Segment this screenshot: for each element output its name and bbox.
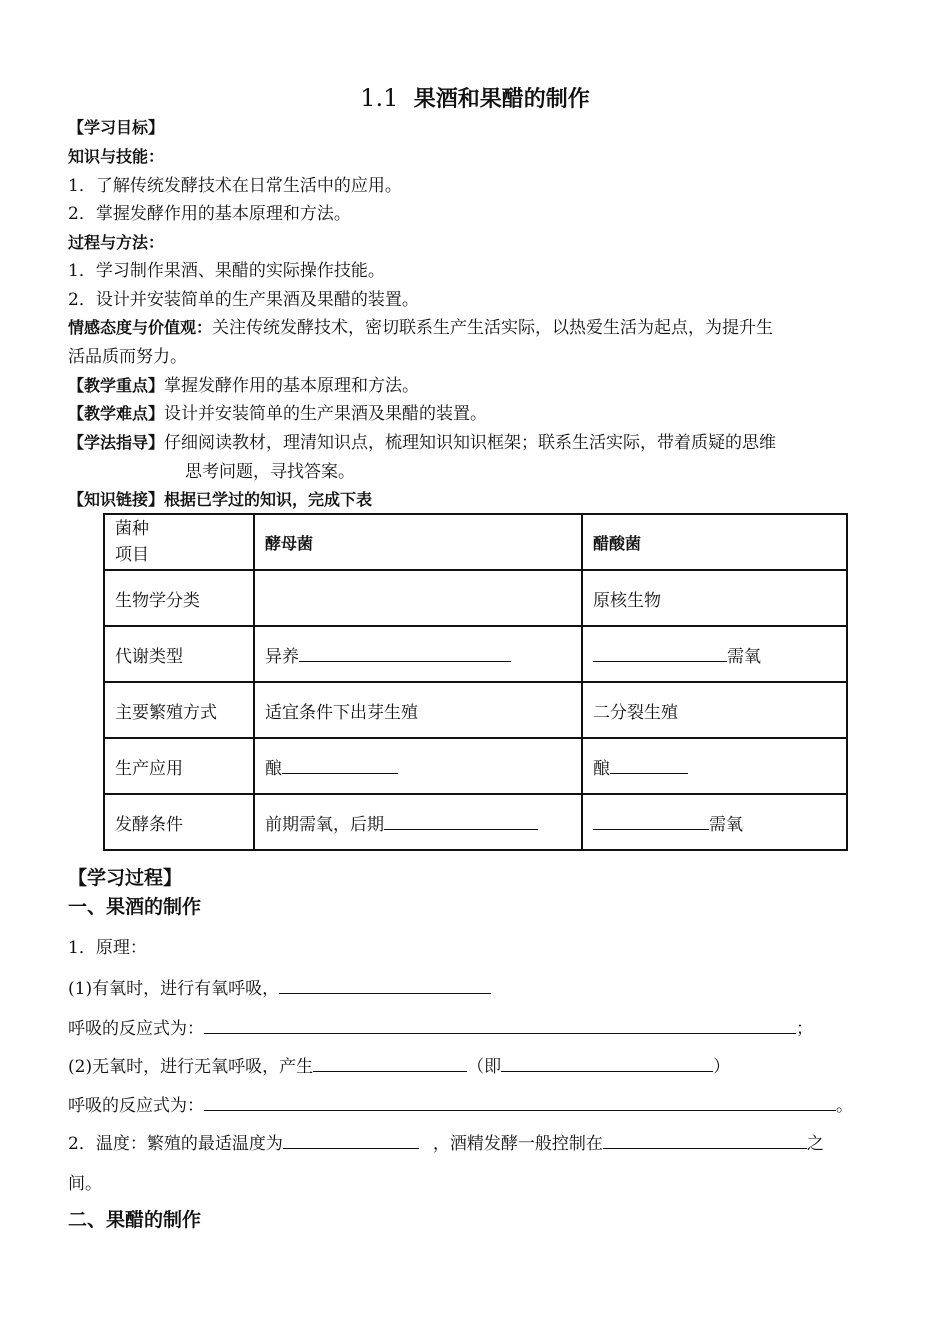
difficulty-label: 【教学难点】 — [68, 404, 165, 423]
cell-prefix: 酿 — [265, 758, 282, 779]
fill-blank[interactable] — [384, 812, 538, 830]
section1-heading: 一、果酒的制作 — [68, 896, 202, 918]
cell-fill — [582, 738, 847, 794]
principle-line: 1．原理： — [68, 938, 147, 958]
fill-blank[interactable] — [313, 1054, 467, 1072]
table-row — [104, 626, 847, 682]
temperature-line — [68, 1131, 824, 1154]
cell-value: 适宜条件下出芽生殖 — [254, 682, 582, 738]
cell-fill — [254, 738, 582, 794]
key-point-line — [68, 376, 419, 396]
fill-blank[interactable] — [610, 756, 688, 774]
key-point-label: 【教学重点】 — [68, 376, 165, 395]
key-point-text: 掌握发酵作用的基本原理和方法。 — [164, 376, 420, 396]
cell-value: 原核生物 — [582, 570, 847, 626]
ji-close: ） — [713, 1057, 731, 1077]
link-label: 【知识链接】 — [68, 490, 165, 509]
cell-prefix: 前期需氧，后期 — [265, 814, 384, 835]
temp-text: 2．温度：繁殖的最适温度为 — [68, 1134, 283, 1154]
fill-blank[interactable] — [204, 1016, 796, 1034]
fill-blank[interactable] — [593, 812, 709, 830]
table-corner-cell — [104, 514, 254, 570]
process-item: 1．学习制作果酒、果醋的实际操作技能。 — [68, 261, 385, 281]
equation-end: ； — [796, 1019, 813, 1039]
process-method-heading: 过程与方法： — [68, 233, 165, 252]
attitude-text-cont: 活品质而努力。 — [68, 347, 187, 367]
row-label: 生物学分类 — [104, 570, 254, 626]
equation-line-1 — [68, 1016, 813, 1039]
table-header-row — [104, 514, 847, 570]
fill-blank[interactable] — [283, 1131, 419, 1149]
knowledge-item: 2．掌握发酵作用的基本原理和方法。 — [68, 204, 351, 224]
cell-fill — [582, 626, 847, 682]
cell-fill — [582, 794, 847, 850]
table-row — [104, 570, 847, 626]
fill-blank[interactable] — [279, 976, 491, 994]
fill-blank[interactable] — [603, 1131, 807, 1149]
corner-top: 菌种 — [115, 519, 149, 539]
cell-suffix: 需氧 — [727, 646, 761, 667]
row-label: 生产应用 — [104, 738, 254, 794]
section2-heading: 二、果醋的制作 — [68, 1209, 202, 1231]
attitude-label: 情感态度与价值观： — [68, 318, 213, 337]
header-yeast: 酵母菌 — [254, 514, 582, 570]
table-row — [104, 738, 847, 794]
equation-label: 呼吸的反应式为： — [68, 1096, 204, 1116]
aerobic-text: (1)有氧时，进行有氧呼吸， — [68, 979, 280, 999]
learning-process-heading: 【学习过程】 — [68, 867, 183, 889]
cell-fill — [254, 626, 582, 682]
temp-text: 之 — [806, 1134, 824, 1154]
method-text: 仔细阅读教材，理清知识点，梳理知识知识框架；联系生活实际，带着质疑的思维 — [164, 433, 777, 453]
cell-blank[interactable] — [254, 570, 582, 626]
objectives-heading: 【学习目标】 — [68, 118, 165, 137]
cell-prefix: 异养 — [265, 646, 299, 667]
cell-suffix: 需氧 — [709, 814, 743, 835]
difficulty-text: 设计并安装简单的生产果酒及果醋的装置。 — [164, 404, 488, 424]
method-line — [68, 433, 776, 453]
row-label: 发酵条件 — [104, 794, 254, 850]
comparison-table — [103, 513, 848, 851]
equation-label: 呼吸的反应式为： — [68, 1019, 204, 1039]
table-row — [104, 794, 847, 850]
method-text-cont: 思考问题，寻找答案。 — [185, 462, 355, 482]
title-number: 1.1 — [360, 84, 399, 112]
cell-fill — [254, 794, 582, 850]
fill-blank[interactable] — [593, 644, 727, 662]
equation-end: 。 — [836, 1096, 853, 1116]
knowledge-link-line — [68, 490, 372, 510]
attitude-line — [68, 318, 773, 338]
table-row — [104, 682, 847, 738]
row-label: 代谢类型 — [104, 626, 254, 682]
difficulty-line — [68, 404, 487, 424]
cell-prefix: 酿 — [593, 758, 610, 779]
equation-line-2 — [68, 1093, 853, 1116]
header-acetobacter: 醋酸菌 — [582, 514, 847, 570]
fill-blank[interactable] — [204, 1093, 836, 1111]
corner-bottom: 项目 — [115, 545, 149, 565]
temp-text: ，酒精发酵一般控制在 — [432, 1134, 603, 1154]
attitude-text: 关注传统发酵技术，密切联系生产生活实际，以热爱生活为起点，为提升生 — [212, 318, 774, 338]
method-label: 【学法指导】 — [68, 433, 165, 452]
page-title — [0, 82, 950, 113]
process-item: 2．设计并安装简单的生产果酒及果醋的装置。 — [68, 290, 419, 310]
aerobic-line — [68, 976, 491, 999]
link-text: 根据已学过的知识，完成下表 — [164, 490, 373, 509]
knowledge-heading: 知识与技能： — [68, 147, 165, 166]
ji-open: （即 — [467, 1057, 502, 1077]
title-text: 果酒和果醋的制作 — [413, 87, 590, 112]
knowledge-item: 1．了解传统发酵技术在日常生活中的应用。 — [68, 176, 402, 196]
anaerobic-text: (2)无氧时，进行无氧呼吸，产生 — [68, 1057, 314, 1077]
fill-blank[interactable] — [282, 756, 398, 774]
anaerobic-line — [68, 1054, 730, 1077]
row-label: 主要繁殖方式 — [104, 682, 254, 738]
fill-blank[interactable] — [501, 1054, 713, 1072]
fill-blank[interactable] — [299, 644, 511, 662]
cell-value: 二分裂生殖 — [582, 682, 847, 738]
temperature-line-cont: 间。 — [68, 1174, 102, 1194]
